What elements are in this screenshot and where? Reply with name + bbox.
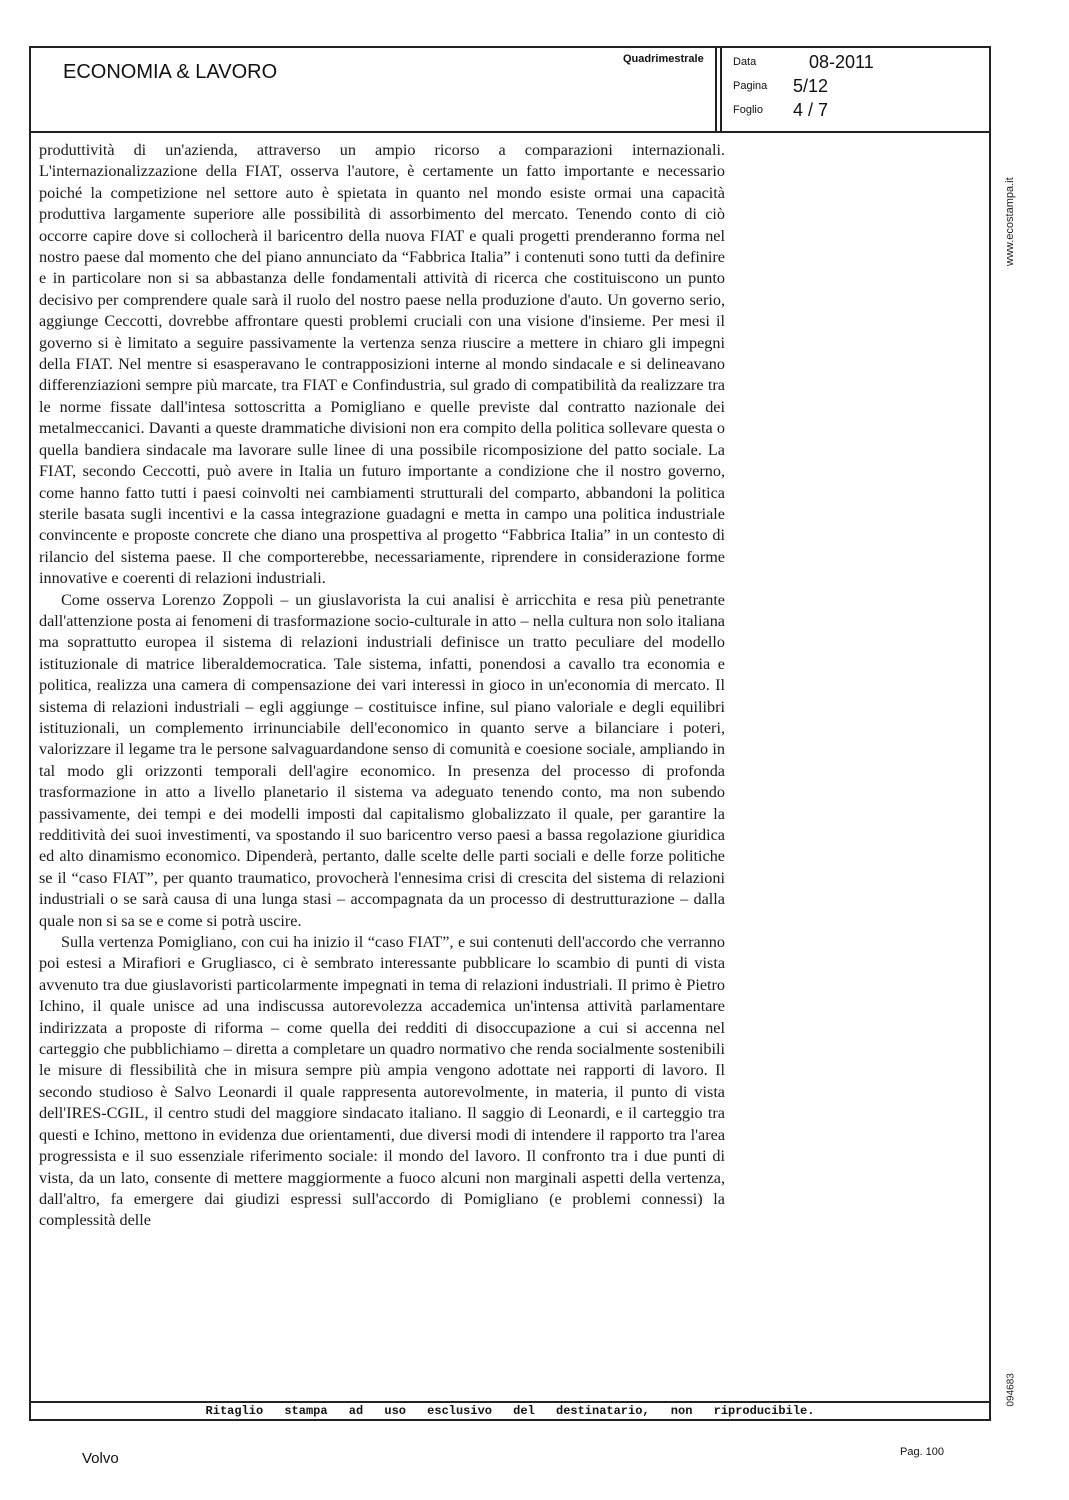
header-divider-right — [720, 48, 722, 131]
reproduction-disclaimer: Ritaglio stampa ad uso esclusivo del destinatario, non riproducibile. — [205, 1404, 815, 1418]
header-divider-left — [715, 48, 717, 131]
footer-divider — [31, 1401, 989, 1403]
side-code-text: 094683 — [1005, 1373, 1017, 1407]
side-code — [1000, 1360, 1020, 1410]
side-url-text: www.ecostampa.it — [1004, 177, 1016, 266]
meta-sheet-label: Foglio — [733, 104, 763, 116]
page-number: Pag. 100 — [900, 1446, 945, 1458]
publication-frequency: Quadrimestrale — [623, 53, 704, 65]
meta-sheet-value: 4 / 7 — [793, 100, 829, 120]
meta-date-row — [733, 52, 973, 76]
meta-page-row — [733, 76, 973, 100]
clipping-meta — [733, 52, 973, 124]
meta-page-value: 5/12 — [793, 76, 829, 96]
article-body — [39, 140, 725, 1232]
meta-date-label: Data — [733, 56, 757, 68]
client-name: Volvo — [82, 1450, 119, 1467]
meta-sheet-row — [733, 100, 973, 124]
clipping-header — [31, 48, 989, 133]
clipping-frame — [29, 46, 991, 1421]
article-paragraph: Come osserva Lorenzo Zoppoli – un giuslavorista la cui analisi è arricchita e resa più penetrante dall'attenzione posta ai fenomeni di trasformazione socio-culturale in atto – nella cultura non solo italiana ma soprattutto europea il sistema di relazioni industriali definisce un tratto peculiare del modello istituzionale di matrice liberaldemocratica. Tale sistema, infatti, ponendosi a cavallo tra economia e politica, realizza una camera di compensazione dei vari interessi in gioco in un'economia di mercato. Il sistema di relazioni industriali – egli aggiunge – costituisce infine, sul piano valoriale e degli equilibri istituzionali, un complemento irrinunciabile dell'economico in quanto serve a bilanciare i poteri, valorizzare il legame tra le persone salvaguardandone senso di comunità e coesione sociale, ampliando in tal modo gli orizzonti temporali dell'agire economico. In presenza del processo di profonda trasformazione in atto a livello planetario il sistema va adeguato tenendo conto, ma non subendo passivamente, dei tempi e dei modelli imposti dal capitalismo globalizzato il quale, per garantire la redditività dei suoi investimenti, va spostando il suo baricentro verso paesi a bassa regolazione giuridica ed alto dinamismo economico. Dipenderà, pertanto, dalle scelte delle parti sociali e delle forze politiche se il “caso FIAT”, per quanto traumatico, provocherà l'ennesima crisi di crescita del sistema di relazioni industriali o se sarà causa di una lunga stasi – accompagnata da un processo di destrutturazione – dalla quale non si sa se e come si potrà uscire. — [39, 590, 725, 930]
meta-page-label: Pagina — [733, 80, 768, 92]
article-paragraph: produttività di un'azienda, attraverso un ampio ricorso a comparazioni internazionali. L'internazionalizzazione della FIAT, osserva l'autore, è certamente un fatto importante e necessario poiché la competizione nel settore auto è spietata in quanto nel mondo esiste ormai una capacità produttiva largamente superiore alle possibilità di assorbimento del mercato. Tenendo conto di ciò occorre capire dove si collocherà il baricentro della nuova FIAT e quali progetti prenderanno forma nel nostro paese dal momento che del piano annunciato da “Fabbrica Italia” i contenuti sono tutti da definire e in particolare non si sa abbastanza delle fondamentali attività di ricerca che costituiscono un punto decisivo per comprendere quale sarà il ruolo del nostro paese nella produzione d'auto. Un governo serio, aggiunge Ceccotti, dovrebbe affrontare questi problemi cruciali con una visione d'insieme. Per mesi il governo si è limitato a seguire passivamente la vertenza senza riuscire a mettere in chiaro gli impegni della FIAT. Nel mentre si esasperavano le contrapposizioni interne al mondo sindacale e si delineavano differenziazioni sempre più marcate, tra FIAT e Confindustria, sul grado di compatibilità da realizzare tra le norme fissate dall'intesa sottoscritta a Pomigliano e quelle previste dal contratto nazionale dei metalmeccanici. Davanti a queste drammatiche divisioni non era compito della politica sollevare questa o quella bandiera sindacale ma lavorare sulle linee di una possibile ricomposizione del patto sociale. La FIAT, secondo Ceccotti, può avere in Italia un futuro importante a condizione che il nostro governo, come hanno fatto tutti i paesi coinvolti nei cambiamenti strutturali del comparto, abbandoni la politica sterile basata sugli incentivi e la cassa integrazione guadagni e metta in campo una politica industriale convincente e proposte concrete che diano una prospettiva al progetto “Fabbrica Italia” in un contesto di rilancio del sistema paese. Il che comporterebbe, necessariamente, riprendere in considerazione forme innovative e coerenti di relazioni industriali. — [39, 141, 725, 588]
article-paragraph: Sulla vertenza Pomigliano, con cui ha inizio il “caso FIAT”, e sui contenuti dell'accordo che verranno poi estesi a Mirafiori e Grugliasco, ci è sembrato interessante pubblicare lo scambio di punti di vista avvenuto tra due giuslavoristi particolarmente impegnati in tema di relazioni industriali. Il primo è Pietro Ichino, il quale unisce ad una indiscussa autorevolezza accademica un'intensa attività parlamentare indirizzata a proposte di riforma – come quella dei redditi di disoccupazione a cui si accenna nel carteggio che pubblichiamo – diretta a completare un quadro normativo che renda socialmente sostenibili le misure di flessibilità che in misura sempre più ampia vengono adottate nei rapporti di lavoro. Il secondo studioso è Salvo Leonardi il quale rappresenta autorevolmente, in materia, il punto di vista dell'IRES-CGIL, il centro studi del maggiore sindacato italiano. Il saggio di Leonardi, e il carteggio tra questi e Ichino, mettono in evidenza due orientamenti, due diversi modi di intendere il rapporto tra l'area progressista e il suo essenziale riferimento sociale: il mondo del lavoro. Il confronto tra i due punti di vista, da un lato, consente di mettere maggiormente a fuoco alcuni non marginali aspetti della vertenza, dall'altro, fa emergere dai giudizi espressi sull'accordo di Pomigliano (e problemi connessi) la complessità delle — [39, 933, 725, 1230]
publication-title: ECONOMIA & LAVORO — [63, 61, 278, 83]
meta-date-value: 08-2011 — [809, 52, 874, 72]
side-url — [1000, 160, 1020, 280]
